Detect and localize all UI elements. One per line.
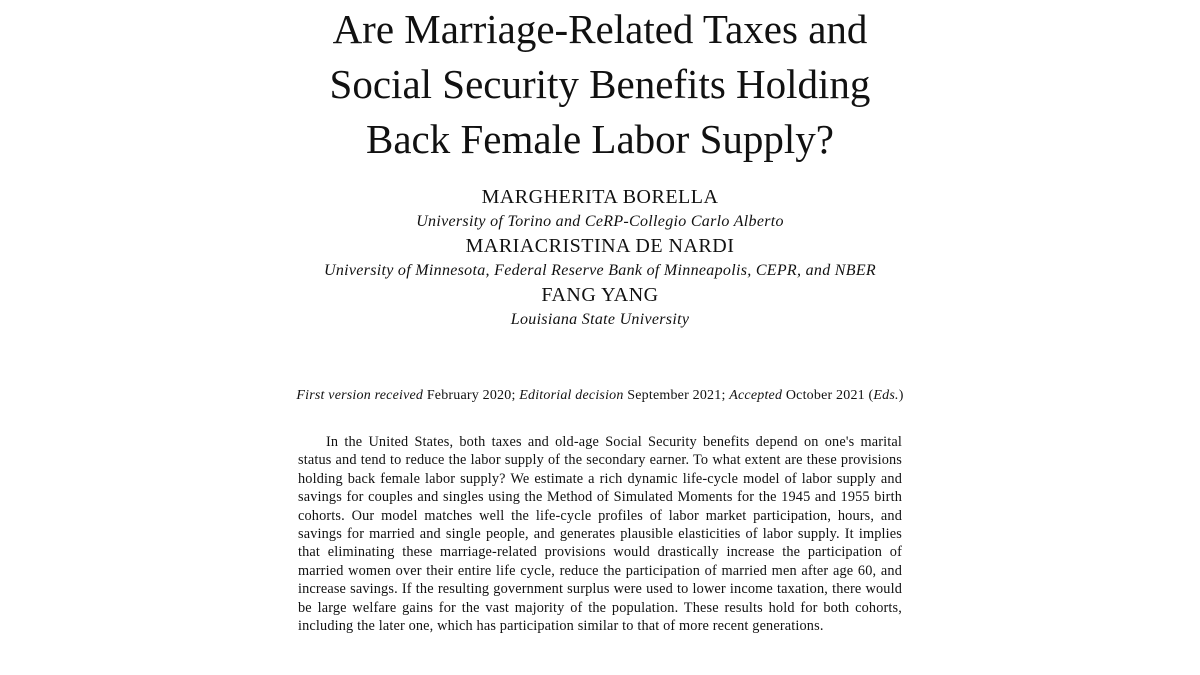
eds-label: Eds. — [873, 388, 899, 403]
author-name: MARGHERITA BORELLA — [481, 186, 719, 208]
decision-date: September 2021 — [627, 388, 722, 403]
title-line: Are Marriage-Related Taxes and — [332, 6, 868, 52]
author-block — [250, 184, 950, 331]
author-name: FANG YANG — [541, 284, 659, 306]
title-line: Social Security Benefits Holding — [329, 61, 871, 107]
submission-dates: First version received February 2020; Editorial decision September 2021; Accepted October 2021 (Eds.) — [296, 388, 904, 403]
author-affiliation: Louisiana State University — [510, 311, 690, 328]
received-date: February 2020 — [426, 388, 512, 403]
author-name: MARIACRISTINA DE NARDI — [465, 235, 735, 257]
abstract: In the United States, both taxes and old-age Social Security benefits depend on one's marital status and tend to reduce the labor supply of the secondary earner. To what extent are these provisions holding back female labor supply? We estimate a rich dynamic life-cycle model of labor supply and savings for couples and singles using the Method of Simulated Moments for the 1945 and 1955 birth cohorts. Our model matches well the life-cycle profiles of labor market participation, hours, and savings for married and single people, and generates plausible elasticities of labor supply. It implies that eliminating these marriage-related provisions would drastically increase the participation of married women over their entire life cycle, reduce the participation of married men after age 60, and increase savings. If the resulting government surplus were used to lower income taxation, there would be large welfare gains for the vast majority of the population. These results hold for both cohorts, including the later one, which has participation similar to that of more recent generations. — [298, 434, 902, 635]
decision-label: Editorial decision — [519, 388, 624, 403]
accepted-date: October 2021 — [785, 388, 865, 403]
author-affiliation: University of Torino and CeRP-Collegio Carlo Alberto — [416, 213, 784, 230]
paper-title — [200, 2, 1000, 167]
title-line: Back Female Labor Supply? — [366, 116, 834, 162]
author-affiliation: University of Minnesota, Federal Reserve Bank of Minneapolis, CEPR, and NBER — [323, 262, 877, 279]
accepted-label: Accepted — [729, 388, 783, 403]
received-label: First version received — [296, 388, 424, 403]
